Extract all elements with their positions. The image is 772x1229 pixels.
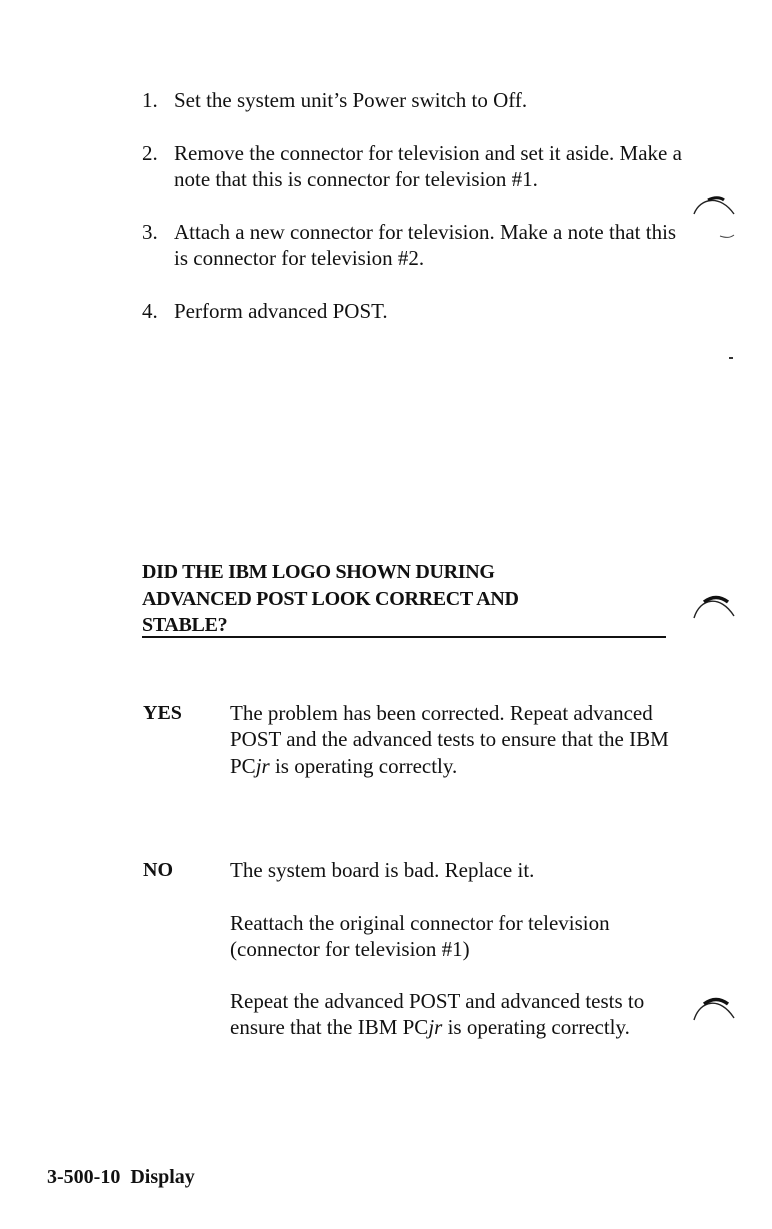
binder-hole-mark-2 bbox=[690, 588, 740, 628]
question-line-1: DID THE IBM LOGO SHOWN DURING bbox=[142, 561, 495, 583]
page-number: 3-500-10 bbox=[47, 1166, 121, 1188]
question-line-3: STABLE? bbox=[142, 614, 228, 636]
no-label: NO bbox=[143, 859, 173, 881]
binder-hole-mark-3 bbox=[690, 990, 740, 1030]
step-text: Attach a new connector for television. Make a note that this is connector for television #2. bbox=[174, 220, 677, 270]
yes-text-main: The problem has been corrected. Repeat advanced POST and the advanced tests to ensure that the IBM PC bbox=[230, 701, 669, 778]
no-para3-end: is operating correctly. bbox=[442, 1015, 630, 1040]
step-number: 3. bbox=[142, 220, 158, 244]
step-number: 2. bbox=[142, 141, 158, 165]
question-heading bbox=[142, 559, 582, 639]
binder-hole-mark-1 bbox=[690, 192, 740, 242]
step-text: Remove the connector for television and set it aside. Make a note that this is connector for television #1. bbox=[174, 141, 682, 191]
step-text: Perform advanced POST. bbox=[174, 299, 388, 323]
scan-speck bbox=[729, 357, 733, 359]
page-footer bbox=[47, 1164, 195, 1190]
question-divider bbox=[142, 636, 666, 638]
yes-text-end: is operating correctly. bbox=[269, 753, 458, 778]
question-line-2: ADVANCED POST LOOK CORRECT AND bbox=[142, 587, 519, 610]
step-number: 4. bbox=[142, 299, 158, 323]
yes-text-jr: jr bbox=[255, 753, 270, 778]
no-answer-para-3 bbox=[230, 988, 670, 1041]
no-answer-para-2: Reattach the original connector for television (connector for television #1) bbox=[230, 911, 610, 962]
yes-label: YES bbox=[143, 702, 182, 724]
step-number: 1. bbox=[142, 88, 158, 112]
no-para3-jr: jr bbox=[428, 1015, 443, 1040]
section-name: Display bbox=[130, 1166, 195, 1188]
step-text: Set the system unit’s Power switch to Off. bbox=[174, 88, 528, 112]
yes-answer-text bbox=[230, 700, 670, 779]
no-answer-para-1: The system board is bad. Replace it. bbox=[230, 858, 535, 882]
no-para3-main: Repeat the advanced POST and advanced tests to ensure that the IBM PC bbox=[230, 989, 645, 1040]
